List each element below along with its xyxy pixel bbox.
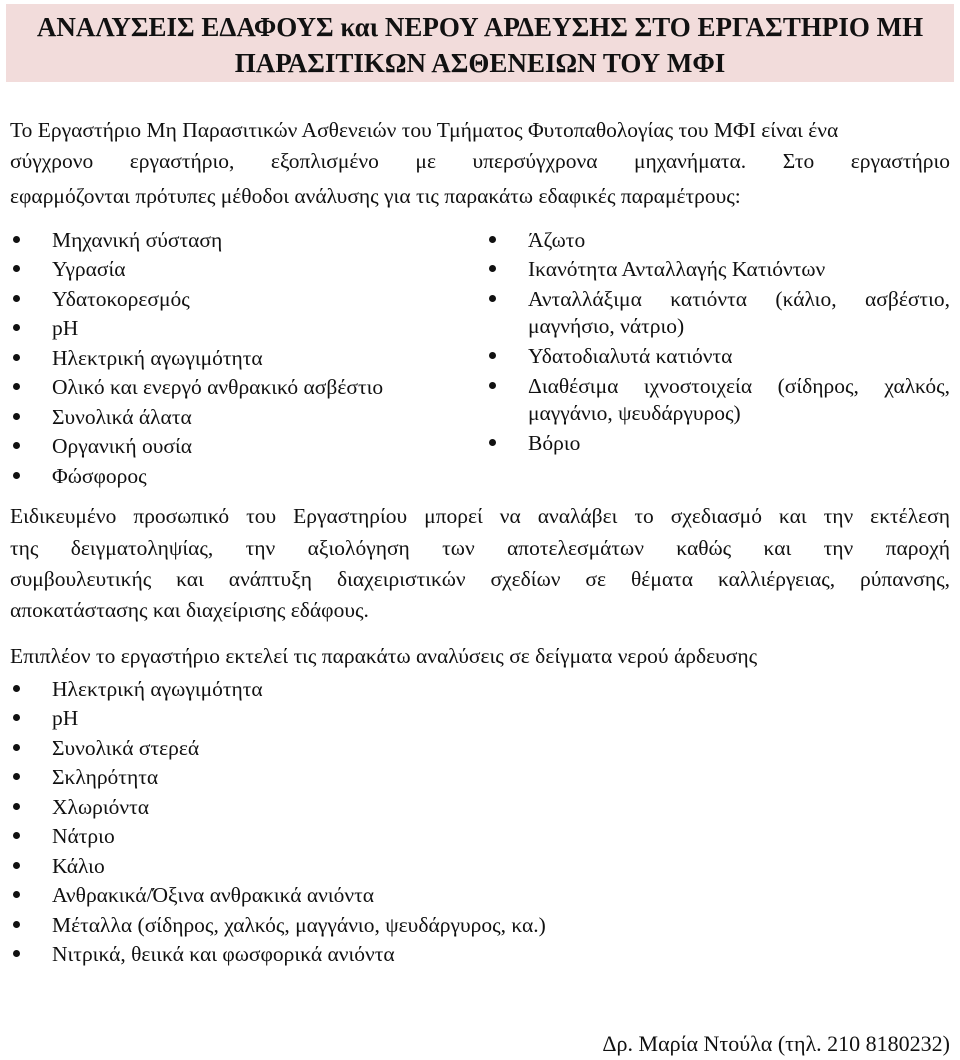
bullet-icon [13, 921, 20, 928]
bullet-icon [13, 324, 20, 331]
list-item-label: Νιτρικά, θειικά και φωσφορικά ανιόντα [52, 942, 395, 966]
list-item-label: Φώσφορος [52, 464, 147, 488]
list-item-label: Υδατοκορεσμός [52, 287, 190, 311]
bullet-icon [13, 891, 20, 898]
staff-line-2: της δειγματοληψίας, την αξιολόγηση των αποτελεσμάτων καθώς και την παροχή [10, 536, 950, 560]
list-item-label: Μηχανική σύσταση [52, 228, 223, 252]
bullet-icon [13, 773, 20, 780]
bullet-icon [13, 862, 20, 869]
list-item-label: Συνολικά άλατα [52, 405, 192, 429]
list-item-label: Ανταλλάξιμα κατιόντα (κάλιο, ασβέστιο, [528, 287, 950, 311]
list-item-label: pH [52, 706, 79, 730]
bullet-icon [13, 413, 20, 420]
bullet-icon [13, 295, 20, 302]
bullet-icon [13, 354, 20, 361]
staff-line-3: συμβουλευτικής και ανάπτυξη διαχειριστικών σχεδίων σε θέματα καλλιέργειας, ρύπανσης, [10, 567, 950, 591]
bullet-icon [489, 352, 496, 359]
list-item-label: Άζωτο [528, 228, 586, 252]
list-item-label: Διαθέσιμα ιχνοστοιχεία (σίδηρος, χαλκός, [528, 374, 950, 398]
list-item-label: Ηλεκτρική αγωγιμότητα [52, 346, 263, 370]
bullet-icon [13, 714, 20, 721]
signature-contact: Δρ. Μαρία Ντούλα (τηλ. 210 8180232) [602, 1031, 950, 1056]
list-item-label: Σκληρότητα [52, 765, 159, 789]
bullet-icon [13, 744, 20, 751]
bullet-icon [489, 265, 496, 272]
bullet-icon [13, 265, 20, 272]
bullet-icon [489, 295, 496, 302]
bullet-icon [13, 950, 20, 957]
list-item-label: Νάτριο [52, 824, 115, 848]
list-item-label: Υγρασία [52, 257, 126, 281]
bullet-icon [489, 382, 496, 389]
list-item-label-cont: μαγγάνιο, ψευδάργυρος) [528, 401, 741, 425]
list-item-label: Ικανότητα Ανταλλαγής Κατιόντων [528, 257, 826, 281]
list-item-label: Οργανική ουσία [52, 434, 193, 458]
bullet-icon [13, 442, 20, 449]
list-item-label: Ανθρακικά/Όξινα ανθρακικά ανιόντα [52, 883, 375, 907]
list-item-label: Υδατοδιαλυτά κατιόντα [528, 344, 733, 368]
staff-line-4: αποκατάστασης και διαχείρισης εδάφους. [10, 598, 369, 622]
staff-line-1: Ειδικευμένο προσωπικό του Εργαστηρίου μπορεί να αναλάβει το σχεδιασμό και την εκτέλεση [10, 504, 950, 528]
list-item-label: Συνολικά στερεά [52, 736, 200, 760]
bullet-icon [13, 472, 20, 479]
title-line-1: ΑΝΑΛΥΣΕΙΣ ΕΔΑΦΟΥΣ και ΝΕΡΟΥ ΑΡΔΕΥΣΗΣ ΣΤΟ ΕΡΓΑΣΤΗΡΙΟ ΜΗ [36, 12, 924, 42]
bullet-icon [489, 236, 496, 243]
intro-line-2: σύγχρονο εργαστήριο, εξοπλισμένο με υπερσύγχρονα μηχανήματα. Στο εργαστήριο [10, 149, 950, 173]
bullet-icon [13, 236, 20, 243]
intro-line-3: εφαρμόζονται πρότυπες μέθοδοι ανάλυσης για τις παρακάτω εδαφικές παραμέτρους: [10, 184, 741, 208]
list-item-label: Κάλιο [52, 854, 105, 878]
water-intro: Επιπλέον το εργαστήριο εκτελεί τις παρακάτω αναλύσεις σε δείγματα νερού άρδευσης [10, 644, 758, 668]
list-item-label-cont: μαγνήσιο, νάτριο) [528, 314, 685, 338]
list-item-label: Χλωριόντα [52, 795, 149, 819]
list-item-label: pH [52, 316, 79, 340]
list-item-label: Ηλεκτρική αγωγιμότητα [52, 677, 263, 701]
list-item-label: Ολικό και ενεργό ανθρακικό ασβέστιο [52, 375, 384, 399]
intro-line-1: Το Εργαστήριο Μη Παρασιτικών Ασθενειών του Τμήματος Φυτοπαθολογίας του ΜΦΙ είναι ένα [10, 118, 839, 142]
bullet-icon [489, 439, 496, 446]
bullet-icon [13, 383, 20, 390]
list-item-label: Βόριο [528, 431, 581, 455]
bullet-icon [13, 685, 20, 692]
bullet-icon [13, 803, 20, 810]
list-item-label: Μέταλλα (σίδηρος, χαλκός, μαγγάνιο, ψευδάργυρος, κα.) [52, 913, 546, 937]
title-line-2: ΠΑΡΑΣΙΤΙΚΩΝ ΑΣΘΕΝΕΙΩΝ ΤΟΥ ΜΦΙ [234, 48, 726, 78]
bullet-icon [13, 832, 20, 839]
title-band [6, 4, 954, 82]
